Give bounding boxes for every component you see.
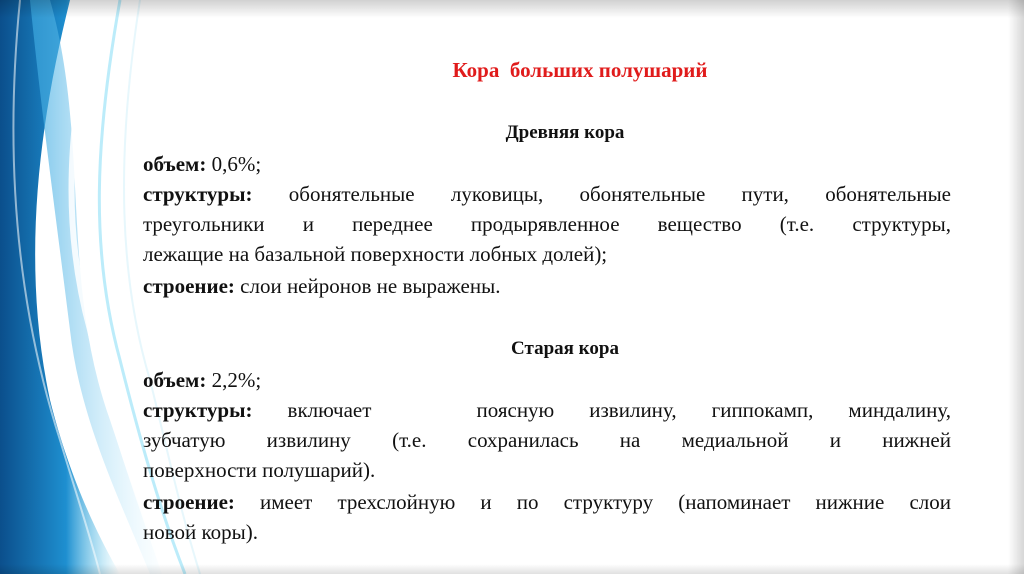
volume-label: объем: [143,368,207,392]
structures-line-end: поверхности полушарий). [143,458,376,482]
structures-line [143,180,951,208]
volume-value: 0,6%; [206,152,262,176]
structures-label: структуры: [143,398,253,422]
structures-label: структуры: [143,182,253,206]
structure-line-end: новой коры). [143,520,258,544]
section-heading-ancient-cortex: Древняя кора [505,122,625,143]
structure-label: строение: [143,274,235,298]
volume-label: объем: [143,152,207,176]
slide-title: Кора больших полушарий [452,58,708,82]
structures-text: включает поясную извилину, гиппокамп, миндалину, [252,398,951,422]
structure-line [143,488,951,516]
structures-text: обонятельные луковицы, обонятельные пути, обонятельные [252,182,951,206]
structures-line-continued: зубчатую извилину (т.е. сохранилась на медиальной и нижней [143,428,951,452]
volume-line [143,366,951,394]
structures-line-continued: треугольники и переднее продырявленное вещество (т.е. структуры, [143,212,951,236]
right-shadow [1008,0,1024,574]
volume-line [143,150,951,178]
top-shadow [0,0,1024,18]
section-heading-old-cortex: Старая кора [511,338,619,359]
structure-label: строение: [143,490,235,514]
volume-value: 2,2%; [206,368,262,392]
structure-text: слои нейронов не выражены. [234,274,501,298]
bottom-shadow [0,564,1024,574]
structure-text: имеет трехслойную и по структуру (напоминает нижние слои [234,490,951,514]
structure-line [143,272,951,300]
structures-line [143,396,951,424]
structures-line-end: лежащие на базальной поверхности лобных долей); [143,242,608,266]
